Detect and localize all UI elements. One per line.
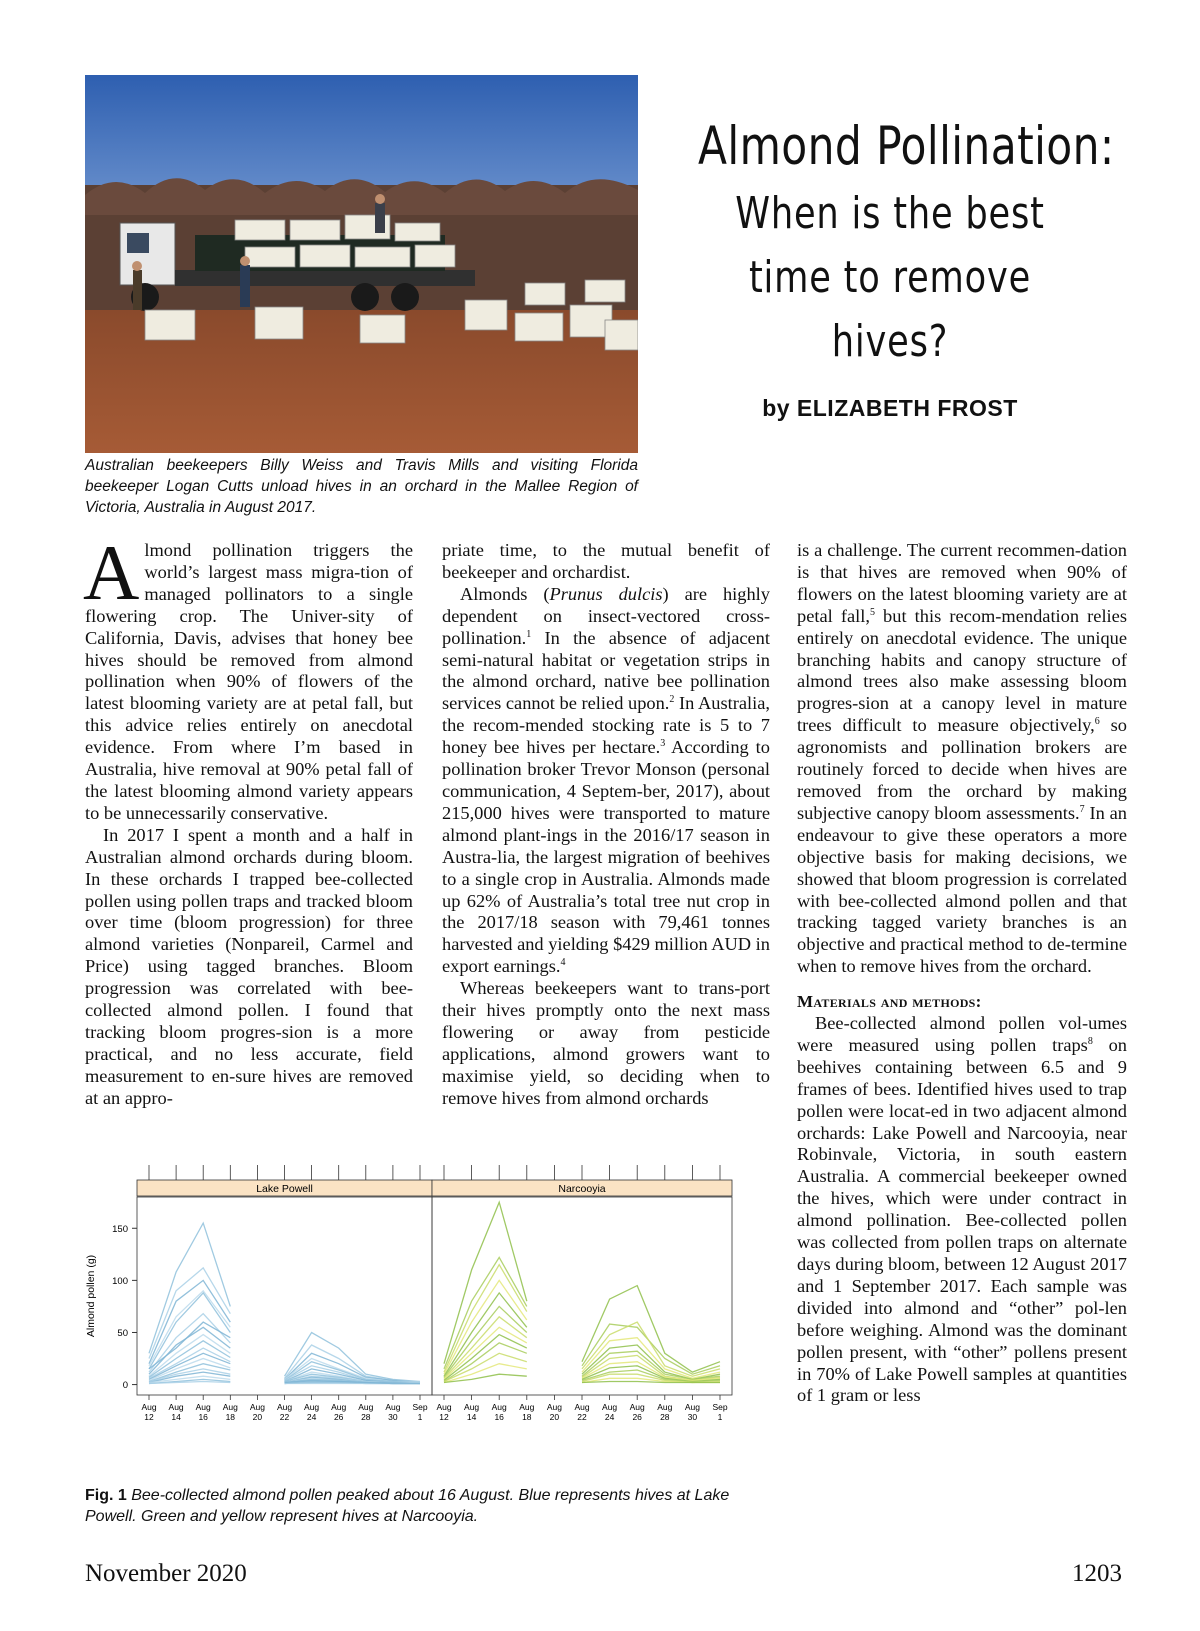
section-heading: Materials and methods: <box>797 992 982 1012</box>
panel-frame <box>137 1197 432 1395</box>
paragraph-text: Almonds ( <box>460 583 550 604</box>
x-tick-month: Aug <box>491 1402 507 1412</box>
latin-name: Prunus dulcis <box>549 583 663 604</box>
paragraph: priate time, to the mutual benefit of beekeeper and orchardist. <box>442 540 770 582</box>
x-tick-month: Aug <box>331 1402 347 1412</box>
x-tick-month: Aug <box>358 1402 374 1412</box>
series-line <box>149 1382 230 1384</box>
reference-marker: 7 <box>1079 803 1085 815</box>
x-tick-day: 30 <box>687 1412 698 1422</box>
x-tick-day: 18 <box>522 1412 532 1422</box>
x-tick-month: Aug <box>222 1402 238 1412</box>
photo-caption: Australian beekeepers Billy Weiss and Travis Mills and visiting Florida beekeeper Logan Cutts unload hives in an orchard in the Mallee Region of Victoria, Australia in August 2017. <box>85 457 638 516</box>
x-tick-day: 1 <box>417 1412 423 1422</box>
x-tick-month: Aug <box>249 1402 265 1412</box>
text-column-2 <box>442 540 770 1110</box>
x-tick-month: Aug <box>546 1402 562 1412</box>
article-subtitle: When is the best time to remove hives? <box>735 188 1045 367</box>
series-line <box>149 1223 230 1353</box>
x-tick-month: Aug <box>602 1402 618 1412</box>
paragraph: In 2017 I spent a month and a half in Australian almond orchards during bloom. In these orchards I trapped bee-collected pollen using pollen traps and tracked bloom over time (bloom progression) for three almond varieties (Nonpareil, Carmel and Price) using tagged branches. Bloom progression was correlated with bee-collected almond pollen. I found that tracking bloom progres-sion is a more practical, and no less accurate, field measurement to en-sure hives are removed at an appro- <box>85 824 413 1108</box>
paragraph <box>797 540 1127 978</box>
drop-cap: A <box>83 529 140 616</box>
x-tick-day: 22 <box>577 1412 587 1422</box>
x-tick-month: Aug <box>657 1402 673 1412</box>
x-tick-day: 24 <box>604 1412 615 1422</box>
x-tick-month: Aug <box>436 1402 452 1412</box>
x-tick-day: 26 <box>632 1412 642 1422</box>
paragraph <box>797 1013 1127 1407</box>
paragraph-text: on beehives containing between 6.5 and 9 frames of bees. Identified hives used to trap pollen were locat-ed in two adjacent almond orchards: Lake Powell and Narcooyia, near Robinvale, Victoria, in south eastern Australia. A commercial beekeeper owned the hives, which were under contract in almond pollination. Bee-collected pollen was collected from pollen traps on alternate days during bloom, between 12 August 2017 and 1 September 2017. Each sample was divided into almond and “other” pol-len before weighing. Almond was the dominant pollen present, with “other” pollens present in 70% of Lake Powell samples at quantities of 1 gram or less <box>797 1034 1128 1406</box>
x-tick-month: Aug <box>385 1402 401 1412</box>
x-tick-month: Aug <box>195 1402 211 1412</box>
reference-marker: 6 <box>1094 716 1100 728</box>
text-column-1 <box>83 529 413 1110</box>
x-tick-month: Aug <box>276 1402 293 1412</box>
page-number: 1203 <box>1072 1560 1122 1587</box>
reference-marker: 5 <box>869 606 875 618</box>
reference-marker: 1 <box>526 628 532 640</box>
paragraph-text: but this recom-mendation relies entirely on anecdotal evidence. The unique branching habits and canopy structure of almond trees also make assessing bloom progres-sion at a canopy level in mature trees difficult to measure objectively, <box>797 605 1127 736</box>
x-tick-month: Sep <box>412 1402 428 1412</box>
paragraph-text: lmond pollination triggers the world’s largest mass migra-tion of managed pollinators to a single flowering crop. The Univer-sity of California, Davis, advises that honey bee hives should be removed from almond pollination when 90% of flowers of the latest blooming variety are at petal fall, but this advice relies entirely on anecdotal evidence. From where I’m based in Australia, hive removal at 90% petal fall of the latest blooming almond variety appears to be unnecessarily conservative. <box>85 540 413 823</box>
x-tick-month: Aug <box>141 1402 157 1412</box>
reference-marker: 3 <box>660 738 666 750</box>
paragraph-text: ) are highly dependent on insect-vectored cross-pollination. <box>442 583 770 648</box>
paragraph-text: In an endeavour to give these operators a more objective basis for making decisions, we showed that bloom progression is correlated with bee-collected almond pollen and that tracking tagged variety branches is an objective and practical method to de-termine when to remove hives from the orchard. <box>797 802 1127 977</box>
byline: by ELIZABETH FROST <box>762 395 1018 421</box>
paragraph <box>442 584 770 978</box>
x-tick-day: 26 <box>333 1412 344 1422</box>
y-tick-label: 150 <box>112 1223 128 1235</box>
figure-label: Fig. 1 <box>85 1487 127 1504</box>
y-axis-label: Almond pollen (g) <box>85 1254 97 1338</box>
y-tick-label: 0 <box>122 1380 128 1392</box>
x-tick-day: 14 <box>466 1412 477 1422</box>
x-tick-day: 20 <box>549 1412 560 1422</box>
x-tick-day: 24 <box>306 1412 317 1422</box>
figure-caption <box>85 1485 775 1527</box>
x-tick-day: 28 <box>660 1412 670 1422</box>
paragraph <box>83 529 413 825</box>
x-tick-day: 18 <box>225 1412 236 1422</box>
paragraph-text: is a challenge. The current recommen-dation is that hives are removed when 90% of flowers on the latest blooming variety are at petal fall, <box>797 540 1127 626</box>
pollen-line-chart <box>82 1165 775 1483</box>
x-tick-month: Aug <box>464 1402 480 1412</box>
x-tick-day: 1 <box>717 1412 723 1422</box>
paragraph-text: According to pollination broker Trevor Monson (personal communication, 4 Septem-ber, 2017), about 215,000 hives were transported to mature almond plant-ings in the 2016/17 season in Austra-lia, the largest migration of beehives to a single crop in Australia. Almonds made up 62% of Australia’s total tree nut crop in the 2017/18 season with 79,461 tonnes harvested and yielding $429 million AUD in export earnings. <box>442 737 770 977</box>
x-tick-day: 22 <box>279 1412 290 1422</box>
paragraph-text: so agronomists and pollination brokers are routinely forced to decide when hives are removed from the orchard by making subjective canopy bloom assessments. <box>797 715 1127 823</box>
article-title: Almond Pollination: <box>698 116 1115 177</box>
paragraph-text: Bee-collected almond pollen vol-umes were measured using pollen traps <box>797 1013 1127 1055</box>
panel-title: Lake Powell <box>256 1183 313 1195</box>
x-tick-month: Sep <box>712 1402 728 1412</box>
x-tick-day: 16 <box>494 1412 504 1422</box>
x-tick-day: 12 <box>144 1412 154 1422</box>
reference-marker: 4 <box>560 957 566 969</box>
y-tick-label: 100 <box>112 1275 128 1287</box>
article-title-block <box>650 112 1130 374</box>
paragraph: Whereas beekeepers want to trans-port their hives promptly onto the next mass flowering or away from pesticide applications, almond growers want to maximise yield, so deciding when to remove hives from almond orchards <box>442 978 770 1108</box>
x-tick-day: 30 <box>388 1412 398 1422</box>
x-tick-month: Aug <box>304 1402 320 1412</box>
pollen-figure <box>82 1165 775 1483</box>
x-tick-month: Aug <box>629 1402 645 1412</box>
panel-title: Narcooyia <box>558 1183 606 1195</box>
reference-marker: 2 <box>669 694 675 706</box>
x-tick-day: 20 <box>252 1412 263 1422</box>
paragraph-text: In the absence of adjacent semi-natural habitat or vegetation strips in the almond orchard, native bee pollination services cannot be relied upon. <box>442 627 770 714</box>
x-tick-day: 12 <box>439 1412 449 1422</box>
figure-caption-text: Bee-collected almond pollen peaked about 16 August. Blue represents hives at Lake Powell. Green and yellow represent hives at Narcooyia. <box>85 1487 730 1525</box>
x-tick-month: Aug <box>684 1402 700 1412</box>
x-tick-month: Aug <box>574 1402 590 1412</box>
y-tick-label: 50 <box>117 1327 128 1339</box>
x-tick-month: Aug <box>519 1402 535 1412</box>
paragraph-text: In Australia, the recom-mended stocking rate is 5 to 7 honey bee hives per hectare. <box>442 693 770 758</box>
text-column-3 <box>797 540 1127 1407</box>
x-tick-month: Aug <box>168 1402 184 1412</box>
series-line <box>444 1293 527 1376</box>
x-tick-day: 14 <box>171 1412 181 1422</box>
x-tick-day: 28 <box>361 1412 371 1422</box>
hive-unloading-photo <box>85 75 638 453</box>
x-tick-day: 16 <box>198 1412 208 1422</box>
issue-date: November 2020 <box>85 1560 247 1587</box>
reference-marker: 8 <box>1087 1035 1093 1047</box>
